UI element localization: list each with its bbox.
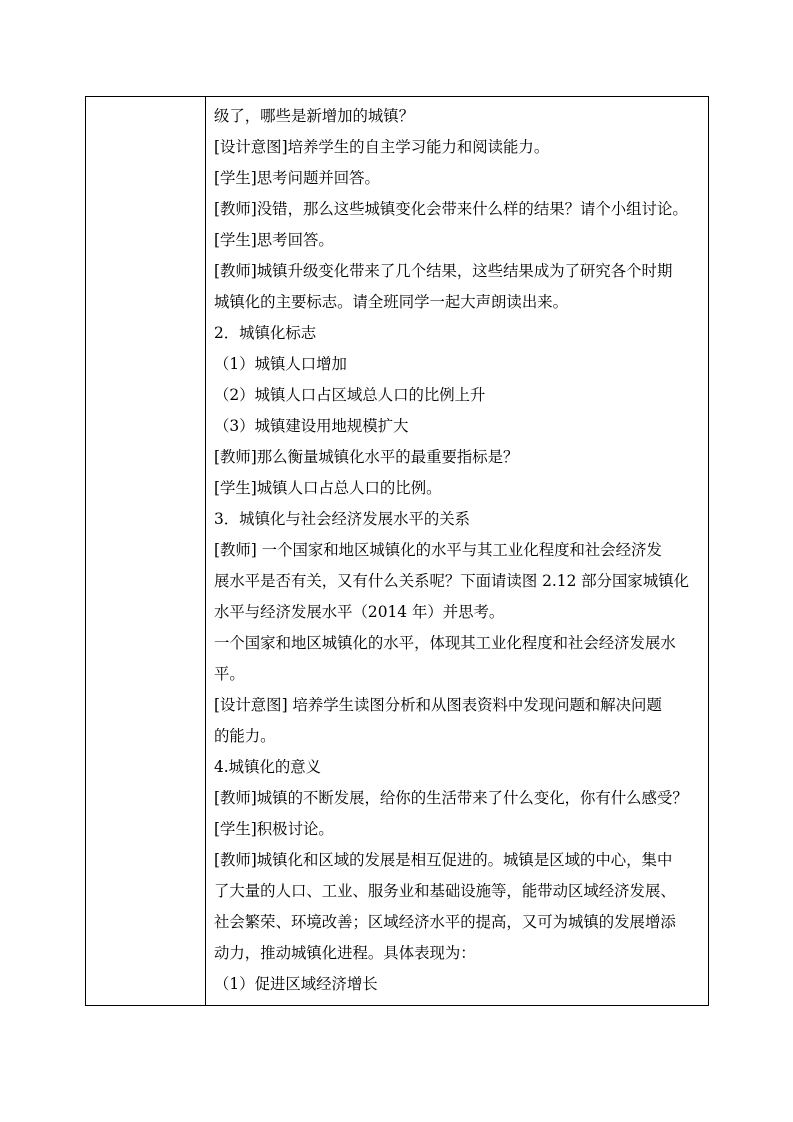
- text-line: 动力，推动城镇化进程。具体表现为：: [214, 944, 476, 962]
- section-heading: 3．城镇化与社会经济发展水平的关系: [214, 510, 471, 528]
- text-line: [学生]思考回答。: [214, 231, 334, 249]
- text-line: [教师] 一个国家和地区城镇化的水平与其工业化程度和社会经济发: [214, 541, 662, 559]
- text-line: 了大量的人口、工业、服务业和基础设施等，能带动区域经济发展、: [214, 882, 676, 900]
- section-heading: 2．城镇化标志: [214, 324, 317, 342]
- text-line: 平。: [214, 665, 245, 683]
- text-line: [学生]城镇人口占总人口的比例。: [214, 479, 442, 497]
- text-line: [教师]城镇升级变化带来了几个结果，这些结果成为了研究各个时期: [214, 262, 673, 280]
- text-line: [设计意图]培养学生的自主学习能力和阅读能力。: [214, 138, 550, 156]
- text-line: 的能力。: [214, 727, 276, 745]
- text-line: 社会繁荣、环境改善；区域经济水平的提高，又可为城镇的发展增添: [214, 913, 676, 931]
- table-left-column: [86, 97, 206, 1005]
- lesson-table: [85, 96, 709, 1006]
- list-item: （2）城镇人口占区域总人口的比例上升: [214, 386, 486, 404]
- text-line: [学生]积极讨论。: [214, 820, 334, 838]
- list-item: （1）促进区域经济增长: [214, 975, 378, 993]
- list-item: （3）城镇建设用地规模扩大: [214, 417, 409, 435]
- text-line: [教师]没错，那么这些城镇变化会带来什么样的结果？请个小组讨论。: [214, 200, 688, 218]
- text-line: 展水平是否有关，又有什么关系呢？下面请读图 2.12 部分国家城镇化: [214, 572, 689, 590]
- text-line: [学生]思考问题并回答。: [214, 169, 380, 187]
- text-line: [设计意图] 培养学生读图分析和从图表资料中发现问题和解决问题: [214, 696, 662, 714]
- text-line: 级了，哪些是新增加的城镇？: [214, 107, 415, 125]
- section-heading: 4.城镇化的意义: [214, 758, 322, 776]
- text-line: [教师]城镇的不断发展，给你的生活带来了什么变化，你有什么感受？: [214, 789, 688, 807]
- text-line: 一个国家和地区城镇化的水平，体现其工业化程度和社会经济发展水: [214, 634, 676, 652]
- table-content-cell: [206, 97, 708, 1005]
- text-line: [教师]城镇化和区域的发展是相互促进的。城镇是区域的中心，集中: [214, 851, 673, 869]
- text-line: [教师]那么衡量城镇化水平的最重要指标是？: [214, 448, 519, 466]
- text-line: 城镇化的主要标志。请全班同学一起大声朗读出来。: [214, 293, 568, 311]
- list-item: （1）城镇人口增加: [214, 355, 347, 373]
- text-line: 水平与经济发展水平（2014 年）并思考。: [214, 603, 505, 621]
